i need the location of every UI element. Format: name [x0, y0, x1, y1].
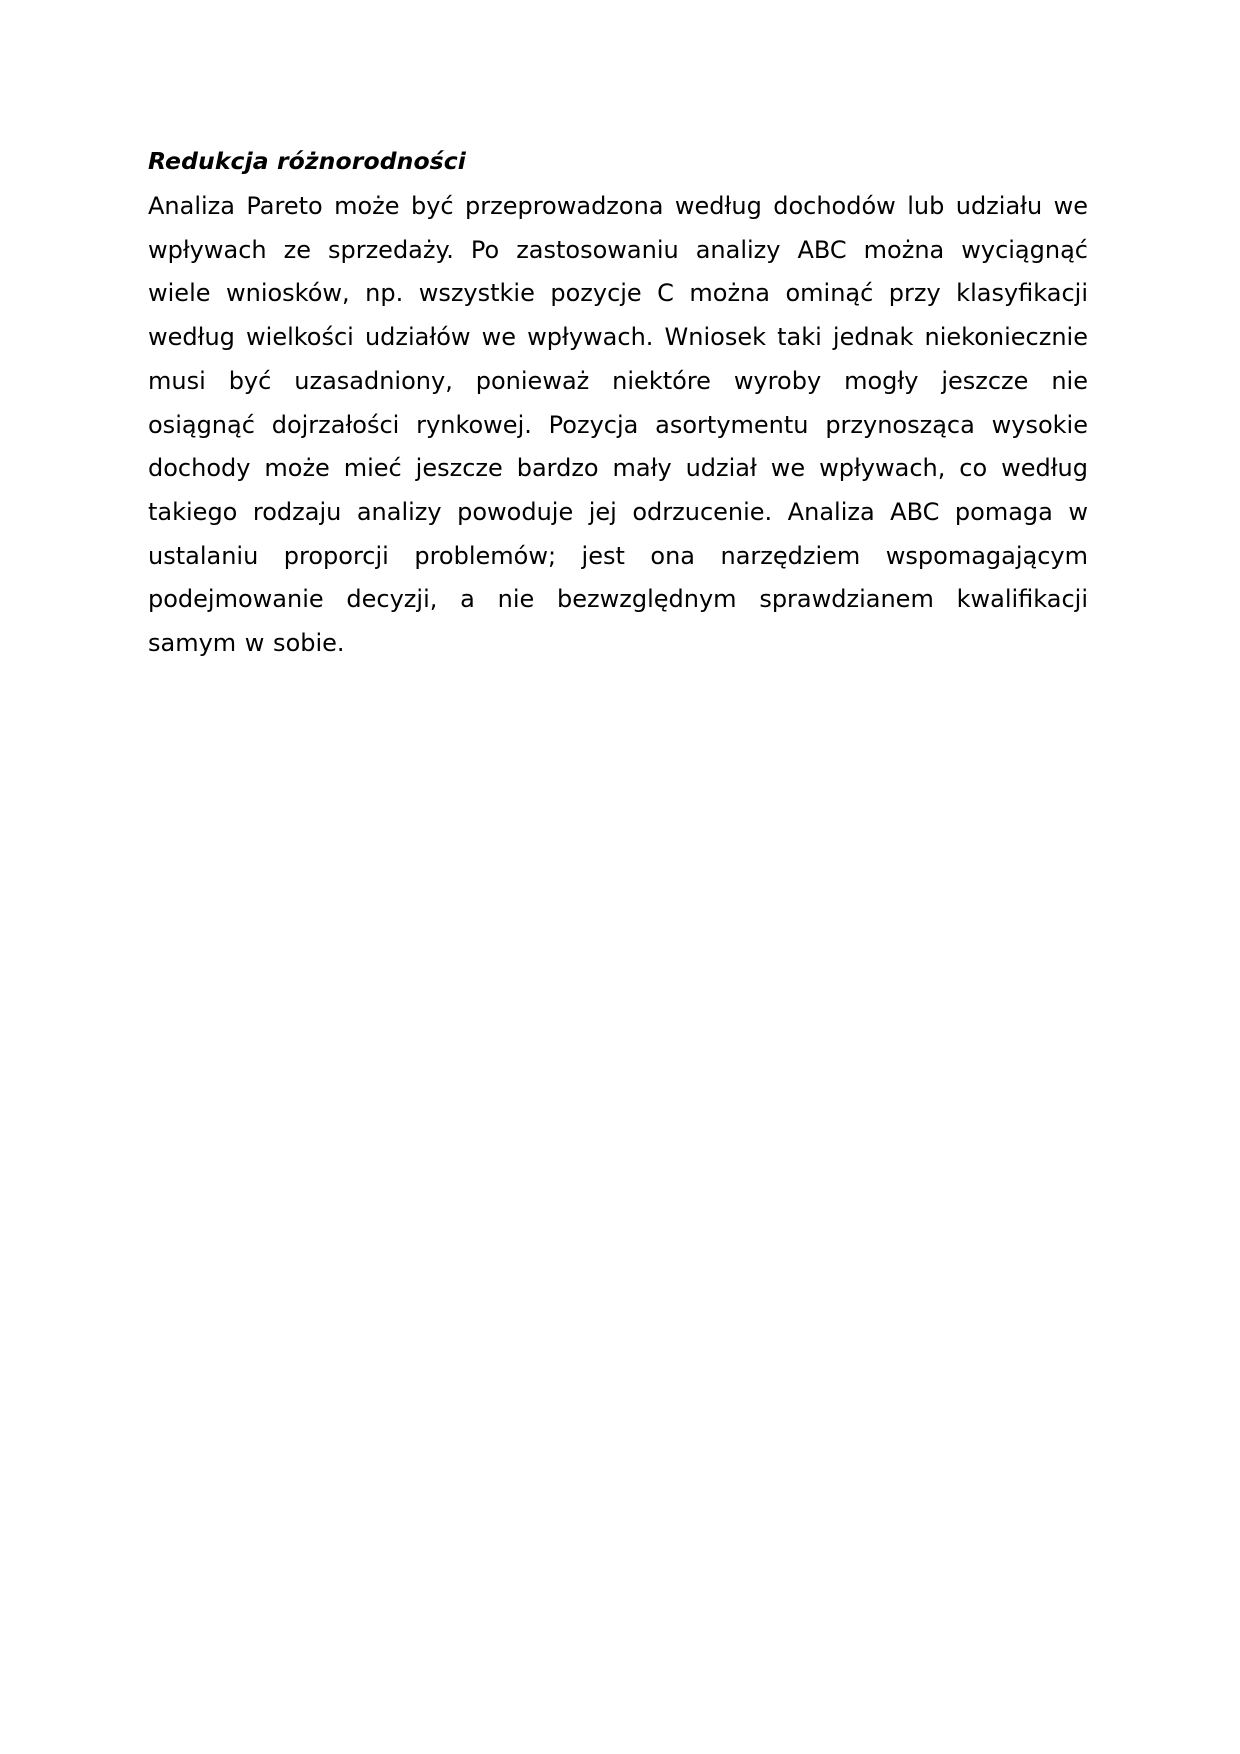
document-content — [148, 143, 1088, 666]
body-paragraph: Analiza Pareto może być przeprowadzona według dochodów lub udziału we wpływach ze sprzedaży. Po zastosowaniu analizy ABC można wyciągnąć wiele wniosków, np. wszystkie pozycje C można ominąć przy klasyfikacji według wielkości udziałów we wpływach. Wniosek taki jednak niekoniecznie musi być uzasadniony, ponieważ niektóre wyroby mogły jeszcze nie osiągnąć dojrzałości rynkowej. Pozycja asortymentu przynosząca wysokie dochody może mieć jeszcze bardzo mały udział we wpływach, co według takiego rodzaju analizy powoduje jej odrzucenie. Analiza ABC pomaga w ustalaniu proporcji problemów; jest ona narzędziem wspomagającym podejmowanie decyzji, a nie bezwzględnym sprawdzianem kwalifikacji samym w sobie. — [148, 192, 1088, 658]
section-heading: Redukcja różnorodności — [148, 147, 466, 175]
